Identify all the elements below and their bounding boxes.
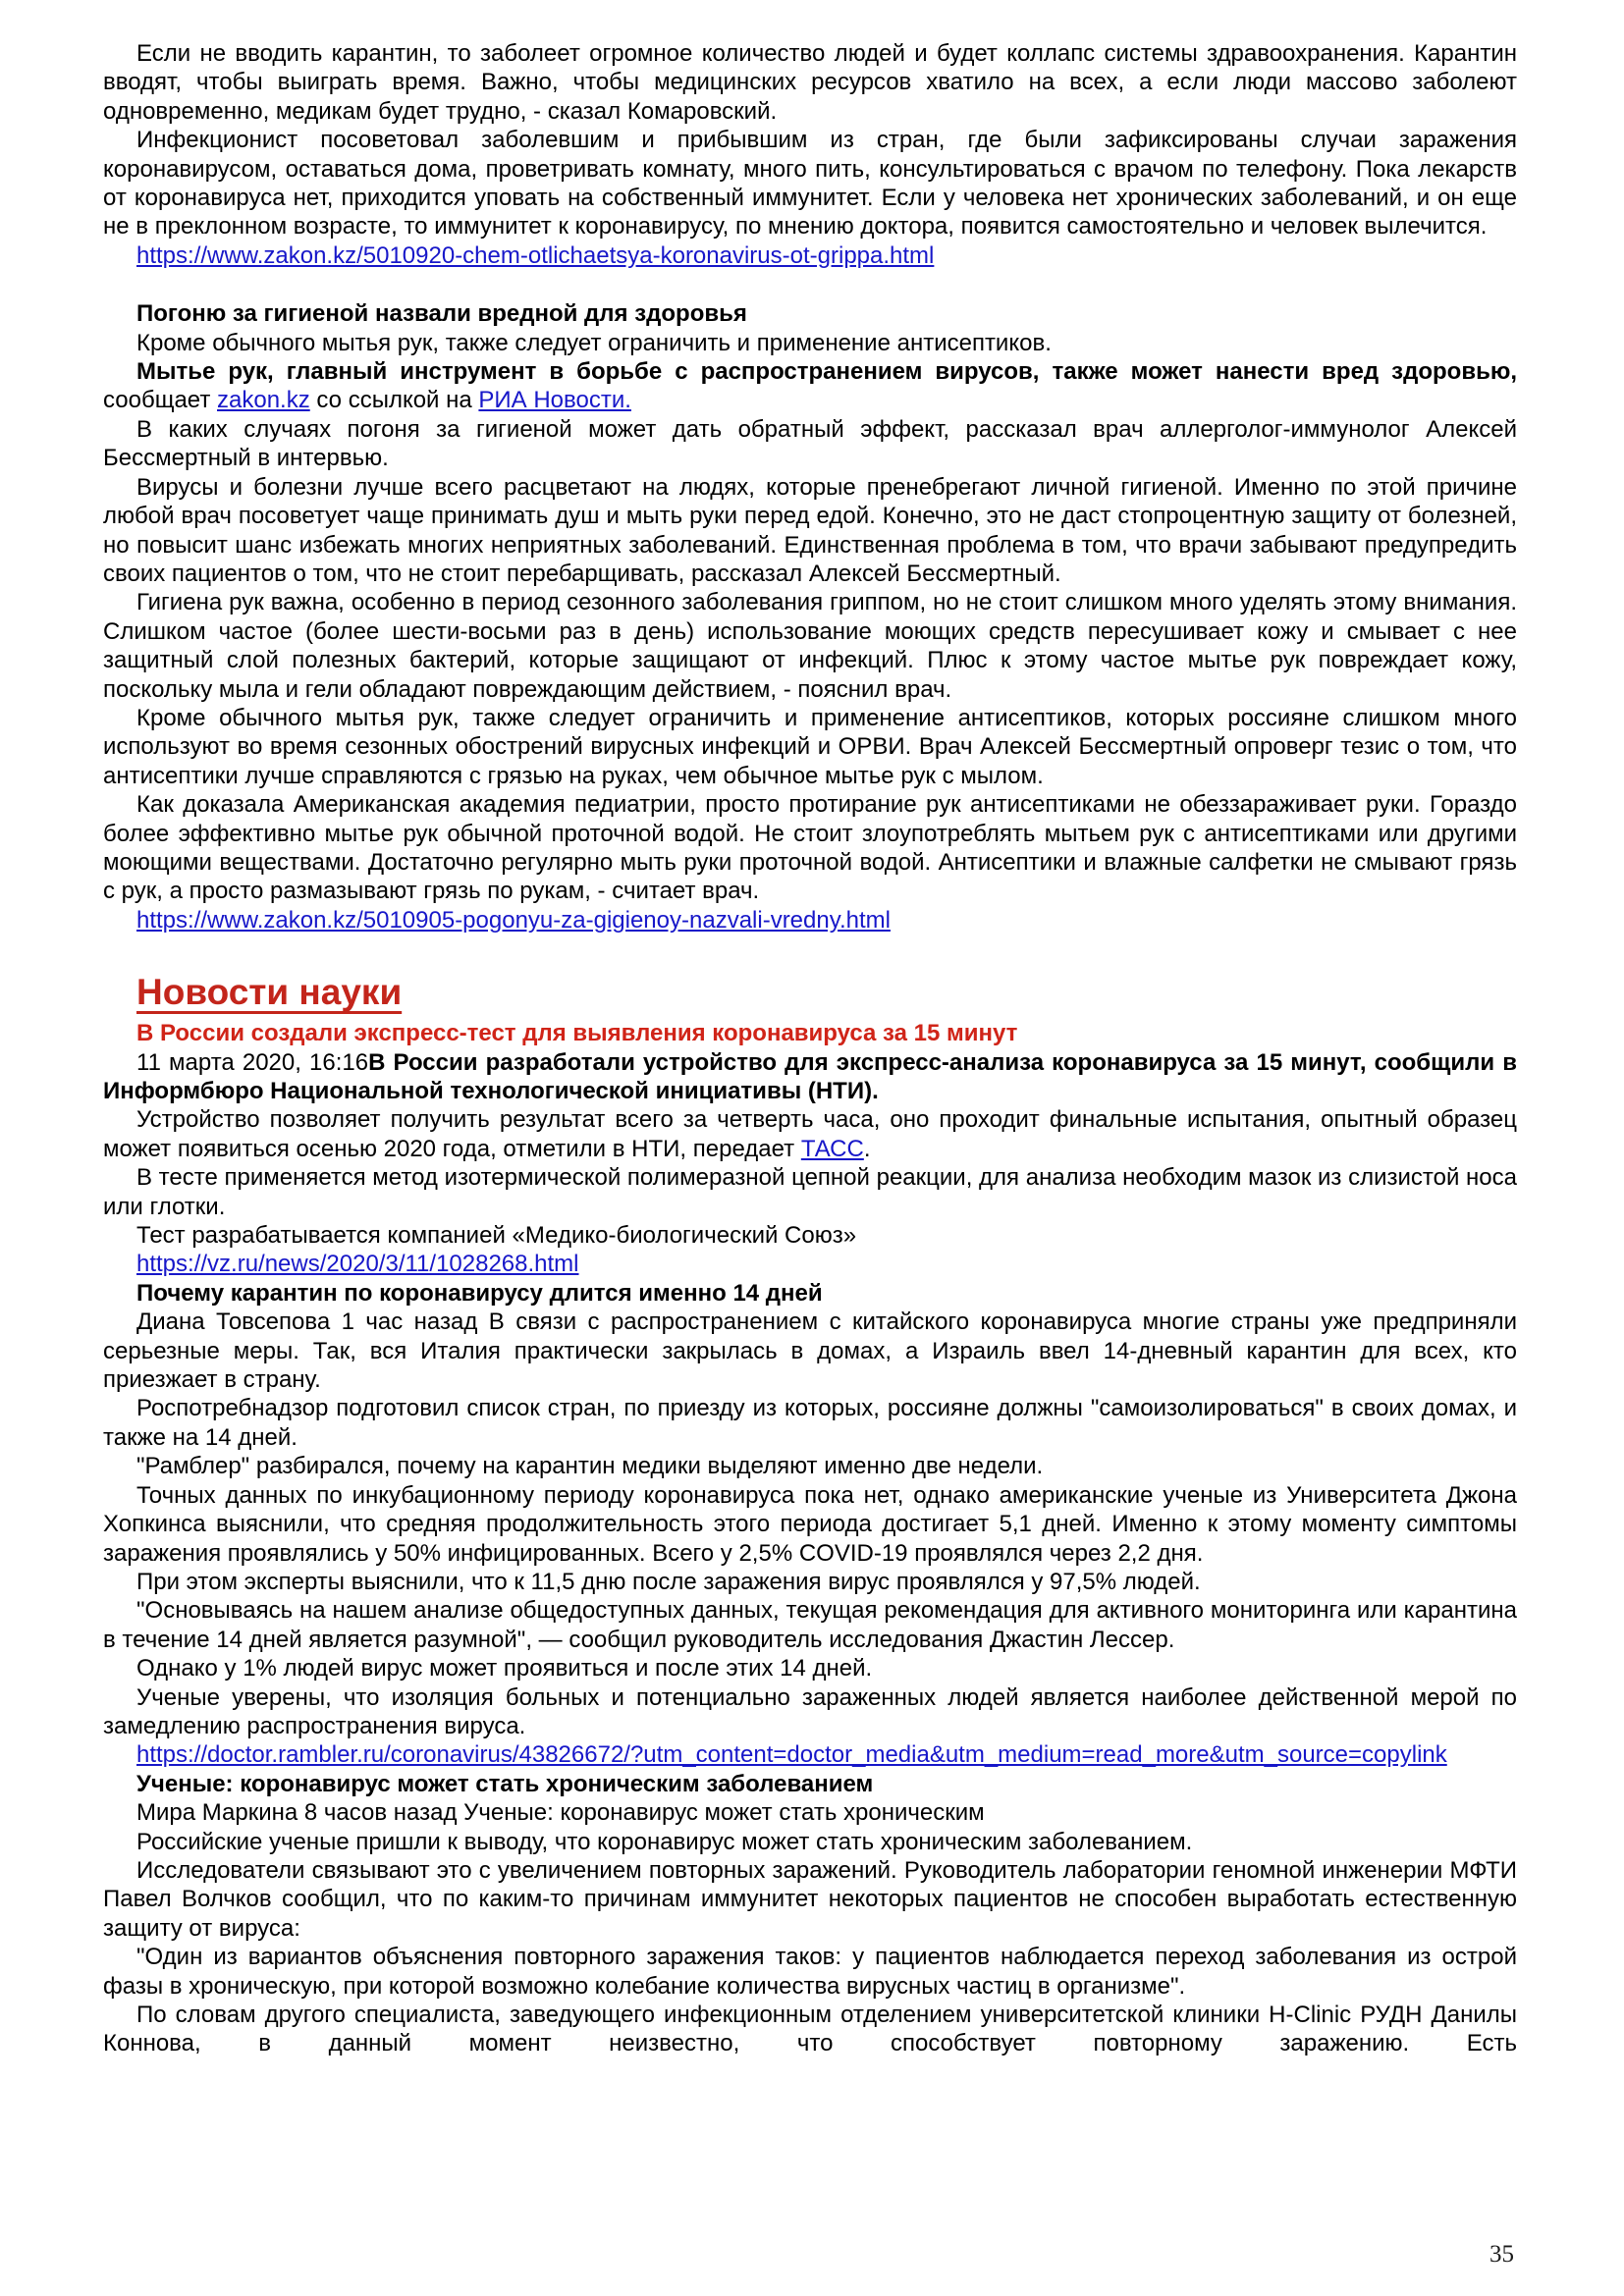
paragraph [103,1596,1517,1654]
text-run: Роспотребнадзор подготовил список стран, по приезду из которых, россияне должны "самоизолироваться" в своих домах, и также на 14 дней. [103,1395,1517,1451]
paragraph [103,1308,1517,1394]
hyperlink[interactable]: ТАСС [800,1135,864,1162]
hyperlink[interactable]: zakon.kz [217,387,310,414]
paragraph [103,790,1517,906]
paragraph [103,1654,1517,1682]
paragraph [103,126,1517,241]
paragraph [103,1105,1517,1163]
paragraph [103,39,1517,126]
paragraph [103,1481,1517,1568]
paragraph [103,415,1517,473]
hyperlink[interactable]: https://doctor.rambler.ru/coronavirus/43826672/?utm_content=doctor_media&utm_medium=read_more&utm_source=copylink [136,1741,1447,1769]
paragraph [103,1828,1517,1856]
text-run: Однако у 1% людей вирус может проявиться и после этих 14 дней. [136,1655,873,1682]
article-heading-red [103,1019,1517,1047]
text-run: сообщает [103,387,218,414]
section-heading [103,970,1517,1015]
paragraph [103,1568,1517,1596]
paragraph [103,1048,1517,1106]
paragraph [103,704,1517,790]
text-run: Инфекционист посоветовал заболевшим и прибывшим из стран, где были зафиксированы случаи заражения коронавирусом, оставаться дома, проветривать комнату, много пить, консультироваться с врачом по телефону. Пока лекарств от коронавируса нет, приходится уповать на собственный иммунитет. Если у человека нет хронических заболеваний, и он еще не в преклонном возрасте, то иммунитет к коронавирусу, по мнению доктора, появится самостоятельно и человек вылечится. [103,127,1517,240]
hyperlink[interactable]: https://vz.ru/news/2020/3/11/1028268.html [136,1251,579,1278]
paragraph [103,1394,1517,1452]
text-run: Мытье рук, главный инструмент в борьбе с распространением вирусов, также может нанести вред здоровью, [136,358,1517,386]
text-run: 11 марта 2020, 16:16 [136,1048,369,1076]
hyperlink[interactable]: РИА Новости. [478,387,631,414]
text-run: Как доказала Американская академия педиатрии, просто протирание рук антисептиками не обеззараживает руки. Гораздо более эффективно мытье рук обычной проточной водой. Не стоит злоупотреблять мытьем рук с антисептиками или другими моющими веществами. Достаточно регулярно мыть руки проточной водой. Антисептики и влажные салфетки не смывают грязь с рук, а просто размазывают грязь по рукам, - считает врач. [103,791,1517,905]
text-run: Исследователи связывают это с увеличением повторных заражений. Руководитель лаборатории геномной инженерии МФТИ Павел Волчков сообщил, что по каким-то причинам иммунитет некоторых пациентов не способен выработать естественную защиту от вируса: [103,1856,1517,1942]
article-heading [103,1770,1517,1798]
paragraph [103,1452,1517,1480]
text-run: В каких случаях погоня за гигиеной может дать обратный эффект, рассказал врач аллерголог-иммунолог Алексей Бессмертный в интервью. [103,415,1517,472]
text-run: Если не вводить карантин, то заболеет огромное количество людей и будет коллапс системы здравоохранения. Карантин вводят, чтобы выиграть время. Важно, чтобы медицинских ресурсов хватило на всех, а если люди массово заболеют одновременно, медикам будет трудно, - сказал Комаровский. [103,40,1517,125]
hyperlink-line [103,241,1517,270]
hyperlink[interactable]: https://www.zakon.kz/5010905-pogonyu-za-gigienoy-nazvali-vredny.html [136,906,891,934]
text-run: "Один из вариантов объяснения повторного заражения таков: у пациентов наблюдается переход заболевания из острой фазы в хроническую, при которой возможно колебание количества вирусных частиц в организме". [103,1944,1517,2000]
hyperlink[interactable]: https://www.zakon.kz/5010920-chem-otlichaetsya-koronavirus-ot-grippa.html [136,241,935,269]
text-run: Кроме обычного мытья рук, также следует ограничить и применение антисептиков, которых россияне слишком много используют во время сезонных обострений вирусных инфекций и ОРВИ. Врач Алексей Бессмертный опроверг тезис о том, что антисептики лучше справляются с грязью на руках, чем обычное мытье рук с мылом. [103,704,1517,789]
document-body [103,39,1517,2058]
hyperlink-line [103,1250,1517,1278]
text-run: В России разработали устройство для экспресс-анализа коронавируса за 15 минут, сообщили в Информбюро Национальной технологической инициативы (НТИ). [103,1048,1517,1104]
text-run: Мира Маркина 8 часов назад Ученые: коронавирус может стать хроническим [136,1799,985,1827]
paragraph [103,2001,1517,2058]
text-run: Гигиена рук важна, особенно в период сезонного заболевания гриппом, но не стоит слишком много уделять этому внимания. Слишком частое (более шести-восьми раз в день) использование моющих средств пересушивает кожу и смывает с нее защитный слой полезных бактерий, которые защищают от инфекций. Плюс к этому частое мытье рук повреждает кожу, поскольку мыла и гели обладают повреждающим действием, - пояснил врач. [103,589,1517,703]
hyperlink-line [103,906,1517,934]
spacer [103,934,1517,964]
text-run: Ученые: коронавирус может стать хроническим заболеванием [136,1770,874,1797]
text-run: Почему карантин по коронавирусу длится именно 14 дней [136,1279,823,1307]
page-number: 35 [1489,2241,1514,2268]
text-run: . [863,1135,871,1162]
paragraph [103,473,1517,589]
text-run: В тесте применяется метод изотермической полимеразной цепной реакции, для анализа необходим мазок из слизистой носа или глотки. [103,1164,1517,1220]
text-run: Ученые уверены, что изоляция больных и потенциально зараженных людей является наиболее действенной мерой по замедлению распространения вируса. [103,1683,1517,1739]
text-run: При этом эксперты выяснили, что к 11,5 дню после заражения вирус проявлялся у 97,5% людей. [136,1568,1201,1595]
text-run: со ссылкой на [309,387,479,414]
text-run: Устройство позволяет получить результат всего за четверть часа, оно проходит финальные испытания, опытный образец может появиться осенью 2020 года, отметили в НТИ, передает [103,1106,1517,1162]
text-run: Тест разрабатывается компанией «Медико-биологический Союз» [136,1222,857,1250]
paragraph [103,1943,1517,2001]
text-run: Вирусы и болезни лучше всего расцветают на людях, которые пренебрегают личной гигиеной. Именно по этой причине любой врач посоветует чаще принимать душ и мыть руки перед едой. Конечно, это не даст стопроцентную защиту от болезней, но повысит шанс избежать многих неприятных заболеваний. Единственная проблема в том, что врачи забывают предупредить своих пациентов о том, что не стоит перебарщивать, рассказал Алексей Бессмертный. [103,473,1517,587]
text-run: Российские ученые пришли к выводу, что коронавирус может стать хроническим заболеванием. [136,1828,1193,1855]
text-run: По словам другого специалиста, заведующего инфекционным отделением университетской клиники H-Clinic РУДН Данилы Коннова, в данный момент неизвестно, что способствует повторному заражению. Есть [103,2002,1517,2057]
article-heading [103,1279,1517,1308]
text-run: В России создали экспресс-тест для выявления коронавируса за 15 минут [136,1020,1018,1047]
text-run: Точных данных по инкубационному периоду коронавируса пока нет, однако американские ученые из Университета Джона Хопкинса выяснили, что средняя продолжительность этого периода достигает 5,1 дней. Именно к этому моменту симптомы заражения проявлялись у 50% инфицированных. Всего у 2,5% COVID-19 проявлялся через 2,2 дня. [103,1481,1517,1567]
spacer [103,270,1517,299]
paragraph [103,1221,1517,1250]
text-run: "Основываясь на нашем анализе общедоступных данных, текущая рекомендация для активного мониторинга или карантина в течение 14 дней является разумной", — сообщил руководитель исследования Джастин Лессер. [103,1597,1517,1653]
text-run: "Рамблер" разбирался, почему на карантин медики выделяют именно две недели. [136,1453,1044,1480]
article-heading [103,299,1517,328]
text-run: Новости науки [136,972,403,1013]
paragraph [103,357,1517,415]
paragraph [103,588,1517,704]
text-run: Погоню за гигиеной назвали вредной для здоровья [136,300,747,328]
paragraph [103,1856,1517,1943]
text-run: Диана Товсепова 1 час назад В связи с распространением с китайского коронавируса многие страны уже предприняли серьезные меры. Так, вся Италия практически закрылась в домах, а Израиль ввел 14-дневный карантин для всех, кто приезжает в страну. [103,1308,1517,1394]
hyperlink-line [103,1740,1517,1769]
paragraph [103,1798,1517,1827]
text-run: Кроме обычного мытья рук, также следует ограничить и применение антисептиков. [136,329,1052,356]
paragraph [103,1683,1517,1741]
paragraph [103,329,1517,357]
paragraph [103,1163,1517,1221]
